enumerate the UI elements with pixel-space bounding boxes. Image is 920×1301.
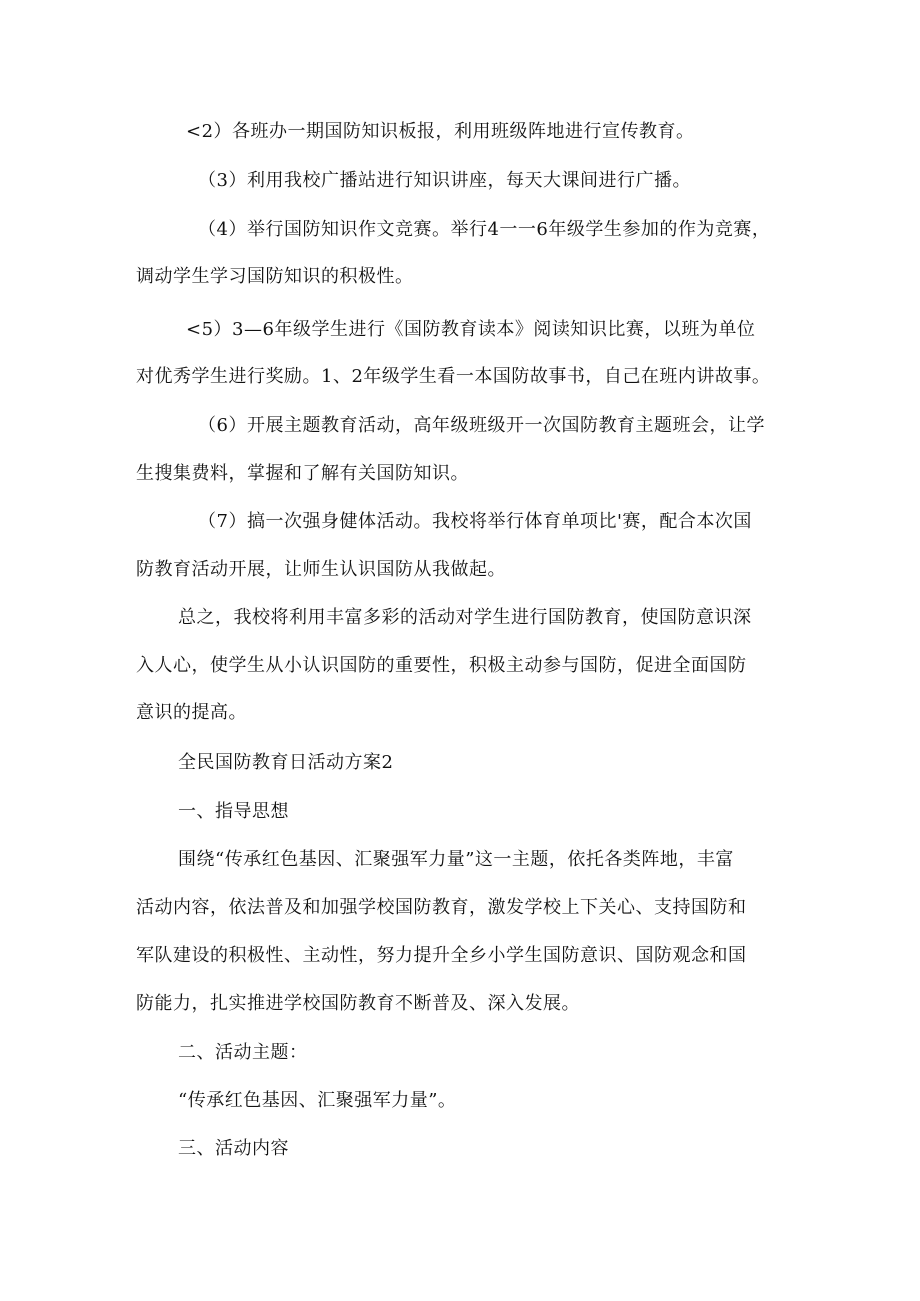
- paragraph-line: 活动内容，依法普及和加强学校国防教育，激发学校上下关心、支持国防和: [136, 897, 747, 918]
- paragraph-line: 对优秀学生进行奖励。1、2年级学生看一本国防故事书，自己在班内讲故事。: [136, 366, 771, 387]
- paragraph-line: 总之，我校将利用丰富多彩的活动对学生进行国防教育，使国防意识深: [178, 607, 752, 628]
- paragraph-line: <2）各班办一期国防知识板报，利用班级阵地进行宣传教育。: [186, 121, 695, 142]
- section-heading: 二、活动主题：: [178, 1042, 308, 1063]
- paragraph-line: 防能力，扎实推进学校国防教育不断普及、深入发展。: [136, 993, 580, 1014]
- paragraph-line: （6）开展主题教育活动，高年级班级开一次国防教育主题班会，让学: [198, 415, 765, 436]
- paragraph-line: 调动学生学习国防知识的积极性。: [136, 266, 414, 287]
- paragraph-line: 围绕“传承红色基因、汇聚强军力量”这一主题，依托各类阵地，丰富: [178, 849, 734, 870]
- paragraph-line: 防教育活动开展，让师生认识国防从我做起。: [136, 559, 506, 580]
- paragraph-line: 入人心，使学生从小认识国防的重要性，积极主动参与国防，促进全面国防: [136, 655, 747, 676]
- paragraph-line: 意识的提高。: [136, 702, 247, 723]
- section-title: 全民国防教育日活动方案2: [178, 752, 394, 773]
- section-heading: 一、指导思想: [178, 801, 289, 822]
- section-heading: 三、活动内容: [178, 1138, 289, 1159]
- paragraph-line: 军队建设的积极性、主动性，努力提升全乡小学生国防意识、国防观念和国: [136, 945, 747, 966]
- paragraph-line: <5）3—6年级学生进行《国防教育读本》阅读知识比赛，以班为单位: [186, 319, 756, 340]
- paragraph-line: （7）搞一次强身健体活动。我校将举行体育单项比'赛，配合本次国: [198, 511, 752, 532]
- paragraph-line: （4）举行国防知识作文竞赛。举行4一一6年级学生参加的作为竞赛，: [198, 219, 771, 240]
- paragraph-line: “传承红色基因、汇聚强军力量”。: [178, 1090, 457, 1111]
- paragraph-line: （3）利用我校广播站进行知识讲座，每天大课间进行广播。: [198, 170, 691, 191]
- paragraph-line: 生搜集费料，掌握和了解有关国防知识。: [136, 463, 469, 484]
